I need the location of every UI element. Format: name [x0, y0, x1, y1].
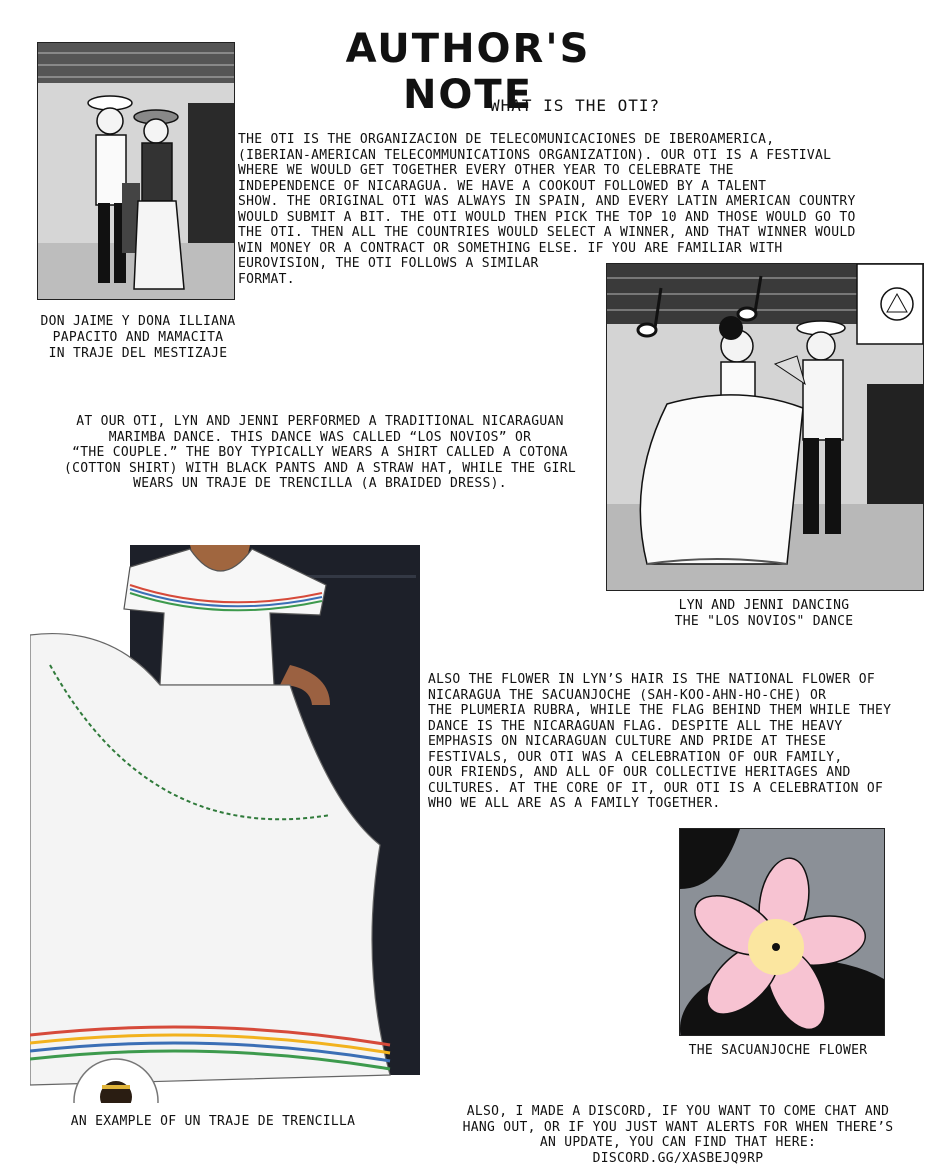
intro-line: (IBERIAN-AMERICAN TELECOMMUNICATIONS ORGANIZATION). OUR OTI IS A FESTIVAL [238, 147, 832, 163]
discord-link[interactable]: DISCORD.GG/XASBEJQ9RP [592, 1150, 764, 1166]
flower-line: THE PLUMERIA RUBRA, WHILE THE FLAG BEHIND THEM WHILE THEY [428, 703, 892, 718]
discord-line: ALSO, I MADE A DISCORD, IF YOU WANT TO COME CHAT AND [466, 1104, 890, 1119]
intro-line: WOULD SUBMIT A BIT. THE OTI WOULD THEN PICK THE TOP 10 AND THOSE WOULD GO TO [238, 209, 856, 225]
caption-line: PAPACITO AND MAMACITA [52, 330, 224, 345]
intro-line: SHOW. THE ORIGINAL OTI WAS ALWAYS IN SPAIN, AND EVERY LATIN AMERICAN COUNTRY [238, 194, 856, 209]
flower-line: ALSO THE FLOWER IN LYN’S HAIR IS THE NATIONAL FLOWER OF [428, 672, 875, 687]
flower-line: NICARAGUA THE SACUANJOCHE (SAH-KOO-AHN-HO-CHE) OR [428, 687, 827, 703]
dance-line: WEARS UN TRAJE DE TRENCILLA (A BRAIDED DRESS). [133, 476, 507, 491]
intro-line: EUROVISION, THE OTI FOLLOWS A SIMILAR [238, 256, 539, 271]
flower-line: EMPHASIS ON NICARAGUAN CULTURE AND PRIDE AT THESE [428, 734, 827, 749]
dance-line: “THE COUPLE.” THE BOY TYPICALLY WEARS A SHIRT CALLED A COTONA [72, 445, 568, 460]
intro-line: WHERE WE WOULD GET TOGETHER EVERY OTHER YEAR TO CELEBRATE THE [238, 163, 734, 178]
intro-line: WIN MONEY OR A CONTRACT OR SOMETHING ELSE. IF YOU ARE FAMILIAR WITH [238, 240, 783, 256]
dance-line: AT OUR OTI, LYN AND JENNI PERFORMED A TRADITIONAL NICARAGUAN [76, 414, 564, 429]
intro-line: THE OTI IS THE ORGANIZACION DE TELECOMUNICACIONES DE IBEROAMERICA, [238, 132, 775, 147]
page-title: AUTHOR'S NOTE [345, 26, 591, 118]
flower-caption: THE SACUANJOCHE FLOWER [688, 1043, 868, 1058]
dance-line: MARIMBA DANCE. THIS DANCE WAS CALLED “LOS NOVIOS” OR [108, 429, 532, 445]
intro-line: THE OTI. THEN ALL THE COUNTRIES WOULD SELECT A WINNER, AND THAT WINNER WOULD [238, 225, 856, 240]
intro-line: INDEPENDENCE OF NICARAGUA. WE HAVE A COOKOUT FOLLOWED BY A TALENT [238, 178, 767, 194]
dance-text [30, 414, 610, 492]
flower-line: WHO WE ALL ARE AS A FAMILY TOGETHER. [428, 796, 721, 811]
dancing-caption [606, 598, 922, 630]
caption-line: LYN AND JENNI DANCING [678, 598, 850, 613]
dancing-illustration [606, 263, 924, 591]
dress-caption: AN EXAMPLE OF UN TRAJE DE TRENCILLA [70, 1114, 356, 1129]
dance-line: (COTTON SHIRT) WITH BLACK PANTS AND A STRAW HAT, WHILE THE GIRL [64, 460, 576, 476]
dress-illustration [30, 545, 420, 1103]
section-subtitle: WHAT IS THE OTI? [490, 96, 661, 115]
intro-line: FORMAT. [238, 271, 295, 287]
flower-illustration [679, 828, 885, 1036]
discord-text [420, 1104, 936, 1166]
caption-line: DON JAIME Y DONA ILLIANA [40, 314, 236, 329]
parents-illustration [37, 42, 235, 300]
discord-line: HANG OUT, OR IF YOU JUST WANT ALERTS FOR WHEN THERE’S [462, 1119, 894, 1135]
flower-line: CULTURES. AT THE CORE OF IT, OUR OTI IS A CELEBRATION OF [428, 780, 884, 796]
flower-line: OUR FRIENDS, AND ALL OF OUR COLLECTIVE HERITAGES AND [428, 765, 851, 780]
caption-line: THE "LOS NOVIOS" DANCE [674, 614, 854, 629]
caption-line: IN TRAJE DEL MESTIZAJE [48, 346, 228, 361]
flower-line: DANCE IS THE NICARAGUAN FLAG. DESPITE ALL THE HEAVY [428, 718, 843, 734]
flower-text [428, 672, 938, 812]
discord-line: AN UPDATE, YOU CAN FIND THAT HERE: [539, 1135, 817, 1150]
flower-line: FESTIVALS, OUR OTI WAS A CELEBRATION OF OUR FAMILY, [428, 749, 843, 765]
parents-caption [18, 314, 258, 362]
